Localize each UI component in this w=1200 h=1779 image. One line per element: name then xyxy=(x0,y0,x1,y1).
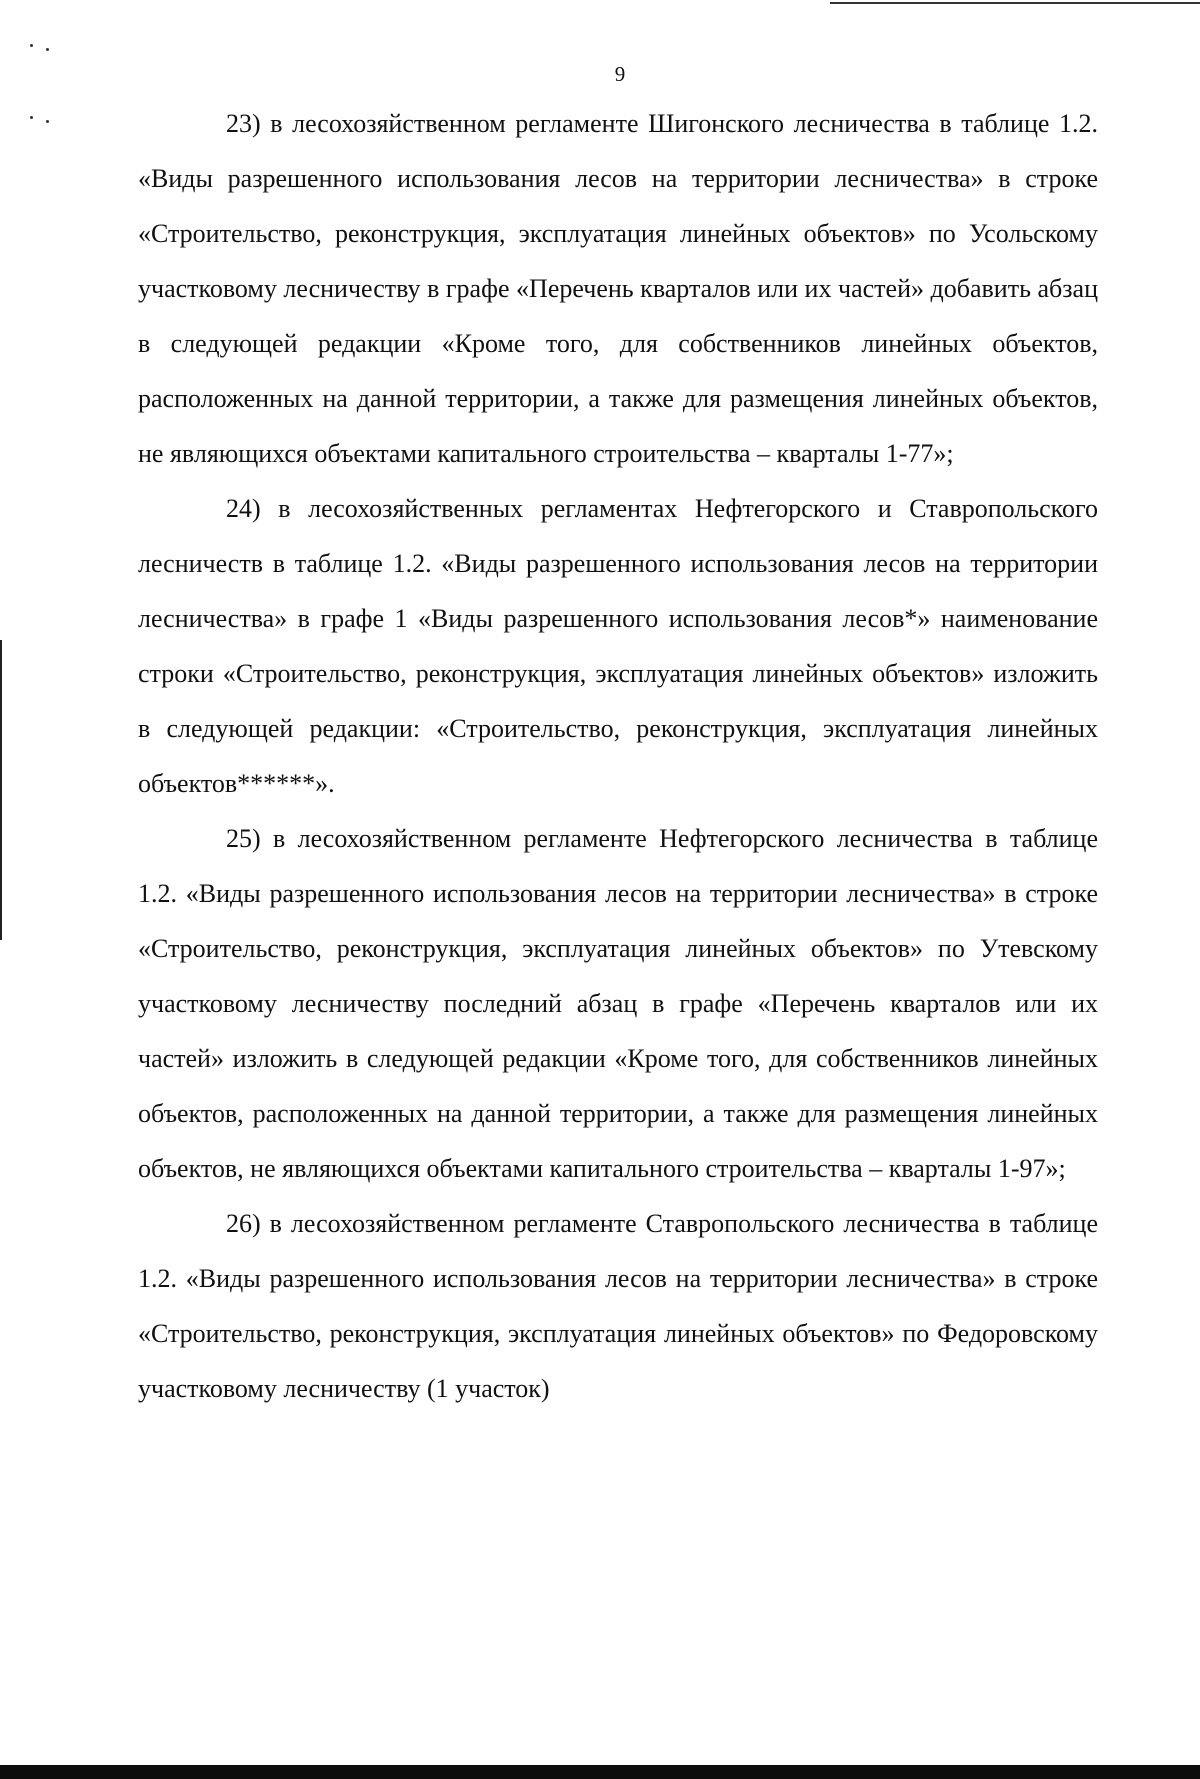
scan-artifact-dot xyxy=(46,120,49,123)
scan-edge-left xyxy=(0,640,2,940)
scan-edge-bottom xyxy=(0,1765,1200,1779)
scan-edge-top xyxy=(830,2,1200,4)
document-body xyxy=(138,96,1098,1416)
scan-artifact-dot xyxy=(30,116,33,119)
paragraph-25: 25) в лесохозяйственном регламенте Нефтегорского лесничества в таблице 1.2. «Виды разрешенного использования лесов на территории лесничества» в строке «Строительство, реконструкция, эксплуатация линейных объектов» по Утевскому участковому лесничеству последний абзац в графе «Перечень кварталов или их частей» изложить в следующей редакции «Кроме того, для собственников линейных объектов, расположенных на данной территории, а также для размещения линейных объектов, не являющихся объектами капитального строительства – кварталы 1-97»; xyxy=(138,824,1098,1183)
paragraph-24: 24) в лесохозяйственных регламентах Нефтегорского и Ставропольского лесничеств в таблице 1.2. «Виды разрешенного использования лесов на территории лесничества» в графе 1 «Виды разрешенного использования лесов*» наименование строки «Строительство, реконструкция, эксплуатация линейных объектов» изложить в следующей редакции: «Строительство, реконструкция, эксплуатация линейных объектов******». xyxy=(138,494,1098,798)
paragraph-26: 26) в лесохозяйственном регламенте Ставропольского лесничества в таблице 1.2. «Виды разрешенного использования лесов на территории лесничества» в строке «Строительство, реконструкция, эксплуатация линейных объектов» по Федоровскому участковому лесничеству (1 участок) xyxy=(138,1209,1098,1403)
paragraph-23: 23) в лесохозяйственном регламенте Шигонского лесничества в таблице 1.2. «Виды разрешенного использования лесов на территории лесничества» в строке «Строительство, реконструкция, эксплуатация линейных объектов» по Усольскому участковому лесничеству в графе «Перечень кварталов или их частей» добавить абзац в следующей редакции «Кроме того, для собственников линейных объектов, расположенных на данной территории, а также для размещения линейных объектов, не являющихся объектами капитального строительства – кварталы 1-77»; xyxy=(138,109,1098,468)
page-number: 9 xyxy=(614,62,626,86)
scan-artifact-dot xyxy=(46,48,49,51)
scan-artifact-dot xyxy=(30,44,33,47)
